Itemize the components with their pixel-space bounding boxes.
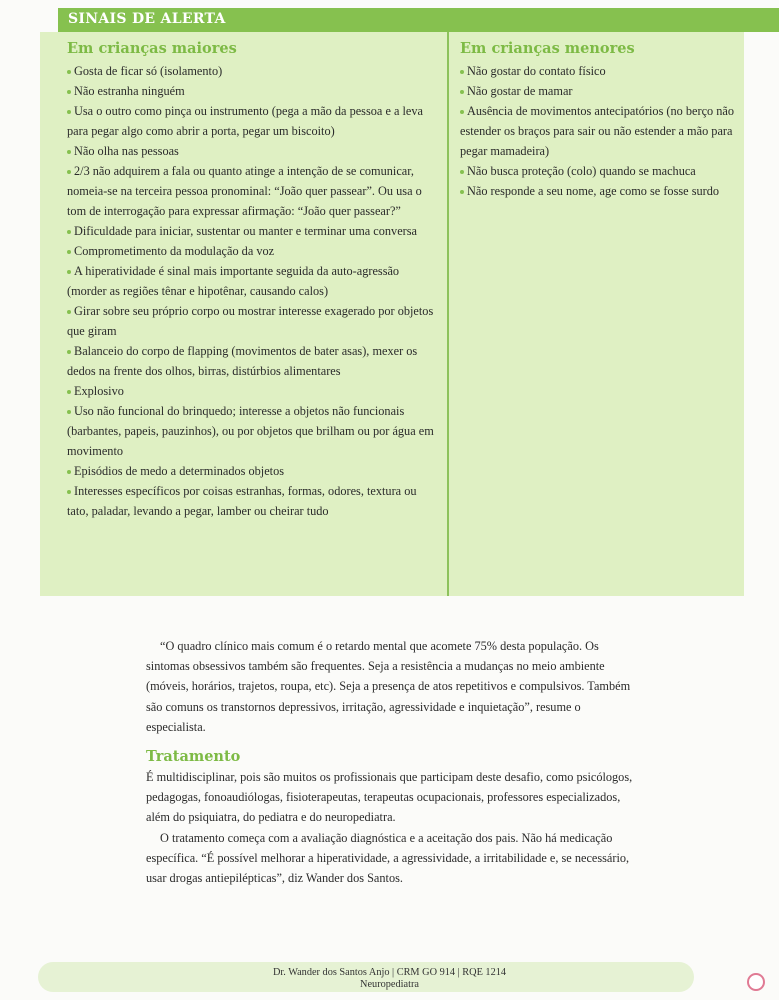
bullet-icon	[67, 70, 71, 74]
alert-sign-text: Episódios de medo a determinados objetos	[74, 464, 285, 478]
bullet-icon	[67, 390, 71, 394]
alert-sign-item	[67, 161, 439, 221]
alert-sign-text: Comprometimento da modulação da voz	[74, 244, 275, 258]
footer-credentials: Dr. Wander dos Santos Anjo | CRM GO 914 | RQE 1214	[272, 967, 507, 978]
alert-sign-text: Gosta de ficar só (isolamento)	[74, 64, 223, 78]
alert-sign-item	[67, 241, 439, 261]
alert-sign-item	[460, 81, 738, 101]
alert-sign-text: Explosivo	[74, 384, 124, 398]
bullet-icon	[460, 190, 464, 194]
alert-sign-item	[67, 221, 439, 241]
alert-sign-text: Girar sobre seu próprio corpo ou mostrar interesse exagerado por objetos que giram	[67, 304, 434, 338]
alert-sign-item	[67, 81, 439, 101]
alert-sign-text: Usa o outro como pinça ou instrumento (pega a mão da pessoa e a leva para pegar algo como abrir a porta, pegar um biscoito)	[67, 104, 423, 138]
bullet-icon	[460, 110, 464, 114]
alert-sign-item	[67, 401, 439, 461]
alert-sign-item	[67, 481, 439, 521]
footer	[0, 967, 779, 991]
bullet-icon	[460, 70, 464, 74]
bullet-icon	[460, 90, 464, 94]
alert-sign-text: Uso não funcional do brinquedo; interesse a objetos não funcionais (barbantes, papeis, pauzinhos), ou por objetos que brilham ou por água em movimento	[67, 404, 434, 458]
alert-sign-text: Não estranha ninguém	[74, 84, 185, 98]
alert-sign-text: Não gostar de mamar	[467, 84, 573, 98]
bullet-icon	[67, 410, 71, 414]
alert-sign-text: Interesses específicos por coisas estranhas, formas, odores, textura ou tato, paladar, levando a pegar, lamber ou cheirar tudo	[67, 484, 417, 518]
bullet-icon	[67, 270, 71, 274]
treatment-paragraph-2: O tratamento começa com a avaliação diagnóstica e a aceitação dos pais. Não há medicação específica. “É possível melhorar a hiperatividade, a agressividade, a irritabilidade e, se necessário, usar drogas antiepilépticas”, diz Wander dos Santos.	[146, 830, 630, 886]
bullet-icon	[67, 490, 71, 494]
alert-sign-text: Não olha nas pessoas	[74, 144, 179, 158]
page-marker-circle	[747, 973, 765, 991]
bullet-icon	[67, 470, 71, 474]
alert-sign-item	[460, 61, 738, 81]
alert-sign-item	[67, 141, 439, 161]
alert-sign-text: Balanceio do corpo de flapping (movimentos de bater asas), mexer os dedos na frente dos olhos, birras, distúrbios alimentares	[67, 344, 418, 378]
section-header-bar	[58, 8, 779, 32]
alert-sign-item	[67, 301, 439, 341]
older-children-column	[67, 40, 439, 521]
bullet-icon	[67, 170, 71, 174]
alert-sign-text: Ausência de movimentos antecipatórios (no berço não estender os braços para sair ou não estender a mão para pegar mamadeira)	[460, 104, 735, 158]
alert-sign-item	[460, 101, 738, 161]
bullet-icon	[67, 250, 71, 254]
alert-sign-text: A hiperatividade é sinal mais importante seguida da auto-agressão (morder as regiões tênar e hipotênar, causando calos)	[67, 264, 400, 298]
alert-sign-text: Não responde a seu nome, age como se fosse surdo	[467, 184, 720, 198]
bullet-icon	[67, 350, 71, 354]
bullet-icon	[67, 230, 71, 234]
specialist-quote: “O quadro clínico mais comum é o retardo mental que acomete 75% desta população. Os sintomas obsessivos também são frequentes. Seja a resistência a mudanças no meio ambiente (móveis, horários, trajetos, roupa, etc). Seja a presença de atos repetitivos e compulsivos. Também são comuns os transtornos depressivos, irritação, agressividade e inquietação”, resume o especialista.	[146, 639, 631, 734]
alert-sign-item	[460, 161, 738, 181]
alert-sign-text: Não gostar do contato físico	[467, 64, 606, 78]
treatment-heading: Tratamento	[146, 748, 241, 766]
article-body	[146, 636, 642, 888]
older-children-heading: Em crianças maiores	[67, 40, 237, 57]
alert-sign-item	[67, 381, 439, 401]
alert-sign-item	[67, 261, 439, 301]
alert-sign-item	[67, 461, 439, 481]
younger-children-heading: Em crianças menores	[460, 40, 635, 57]
footer-specialty: Neuropediatra	[360, 979, 419, 990]
older-children-list	[67, 61, 439, 521]
section-title: SINAIS DE ALERTA	[68, 11, 226, 27]
younger-children-column	[460, 40, 738, 201]
alert-sign-text: Dificuldade para iniciar, sustentar ou manter e terminar uma conversa	[74, 224, 417, 238]
treatment-paragraph-1: É multidisciplinar, pois são muitos os profissionais que participam deste desafio, como psicólogos, pedagogas, fonoaudiólogas, fisioterapeutas, terapeutas ocupacionais, professores especializados, além do psiquiatra, do pediatra e do neuropediatra.	[146, 770, 633, 825]
bullet-icon	[67, 310, 71, 314]
alert-sign-item	[460, 181, 738, 201]
alert-sign-item	[67, 61, 439, 81]
alert-sign-text: Não busca proteção (colo) quando se machuca	[467, 164, 696, 178]
alert-sign-text: 2/3 não adquirem a fala ou quanto atinge a intenção de se comunicar, nomeia-se na terceira pessoa pronominal: “João quer passear”. Ou usa o tom de interrogação para expressar afirmação: “João quer passear?”	[67, 164, 422, 218]
bullet-icon	[460, 170, 464, 174]
bullet-icon	[67, 90, 71, 94]
alert-sign-item	[67, 341, 439, 381]
younger-children-list	[460, 61, 738, 201]
alert-sign-item	[67, 101, 439, 141]
bullet-icon	[67, 110, 71, 114]
column-divider	[447, 32, 449, 596]
bullet-icon	[67, 150, 71, 154]
